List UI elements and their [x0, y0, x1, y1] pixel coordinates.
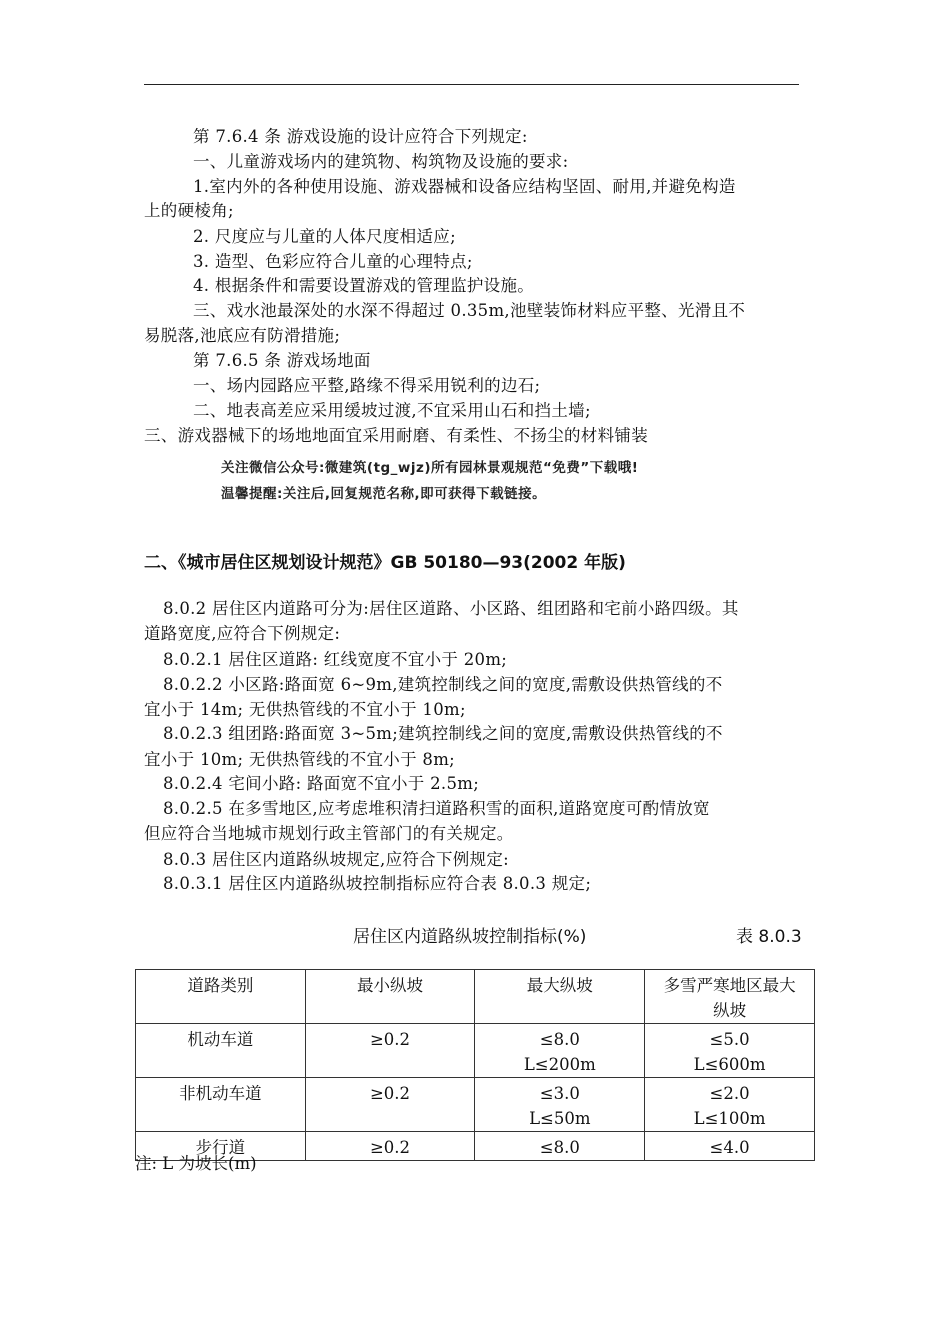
table-row [136, 1078, 815, 1132]
table-cell: ≤4.0 [645, 1132, 815, 1161]
clause-line: 但应符合当地城市规划行政主管部门的有关规定。 [144, 824, 514, 843]
table-header-cell: 最小纵坡 [305, 970, 475, 1024]
clause-line: 8.0.2.4 宅间小路: 路面宽不宜小于 2.5m; [163, 774, 480, 793]
clause-line: 一、场内园路应平整,路缘不得采用锐利的边石; [193, 376, 541, 395]
table-number: 表 8.0.3 [736, 927, 802, 947]
clause-764-title: 第 7.6.4 条 游戏设施的设计应符合下列规定: [193, 127, 528, 146]
clause-line: 4. 根据条件和需要设置游戏的管理监护设施。 [193, 276, 535, 295]
clause-line: 8.0.2.2 小区路:路面宽 6~9m,建筑控制线之间的宽度,需敷设供热管线的不 [163, 675, 723, 694]
clause-line: 宜小于 14m; 无供热管线的不宜小于 10m; [144, 700, 466, 719]
clause-line: 8.0.3 居住区内道路纵坡规定,应符合下例规定: [163, 850, 510, 869]
section-heading: 二、《城市居住区规划设计规范》GB 50180—93(2002 年版) [144, 553, 626, 573]
table-cell: ≥0.2 [305, 1024, 475, 1078]
clause-line: 3. 造型、色彩应符合儿童的心理特点; [193, 252, 473, 271]
cell-value: ≤5.0 [709, 1030, 750, 1049]
table-cell: ≤8.0 [475, 1132, 645, 1161]
promo-line-2: 温馨提醒:关注后,回复规范名称,即可获得下载链接。 [221, 486, 547, 502]
clause-line: 8.0.2.3 组团路:路面宽 3~5m;建筑控制线之间的宽度,需敷设供热管线的不 [163, 724, 723, 743]
table-header-row [136, 970, 815, 1024]
clause-line: 一、儿童游戏场内的建筑物、构筑物及设施的要求: [193, 152, 569, 171]
cell-value: ≤2.0 [709, 1084, 750, 1103]
clause-line: 8.0.3.1 居住区内道路纵坡控制指标应符合表 8.0.3 规定; [163, 874, 592, 893]
cell-limit: L≤200m [523, 1055, 596, 1074]
clause-line: 道路宽度,应符合下例规定: [144, 624, 341, 643]
clause-line: 8.0.2 居住区内道路可分为:居住区道路、小区路、组团路和宅前小路四级。其 [163, 599, 739, 618]
cell-value: ≤8.0 [539, 1030, 580, 1049]
table-header-cell: 多雪严寒地区最大纵坡 [645, 970, 815, 1024]
table-header-cell: 最大纵坡 [475, 970, 645, 1024]
table-header-cell: 道路类别 [136, 970, 306, 1024]
clause-line: 1.室内外的各种使用设施、游戏器械和设备应结构坚固、耐用,并避免构造 [193, 177, 736, 196]
cell-limit: L≤600m [693, 1055, 766, 1074]
clause-line: 易脱落,池底应有防滑措施; [144, 326, 341, 345]
table-cell [475, 1024, 645, 1078]
gradient-table [135, 969, 815, 1161]
clause-line: 2. 尺度应与儿童的人体尺度相适应; [193, 227, 456, 246]
cell-limit: L≤50m [529, 1109, 591, 1128]
clause-line: 8.0.2.1 居住区道路: 红线宽度不宜小于 20m; [163, 650, 508, 669]
clause-line: 宜小于 10m; 无供热管线的不宜小于 8m; [144, 750, 456, 769]
promo-line-1: 关注微信公众号:微建筑(tg_wjz)所有园林景观规范“免费”下载哦! [221, 460, 639, 476]
table-caption: 居住区内道路纵坡控制指标(%) [353, 927, 587, 947]
table-cell: ≥0.2 [305, 1132, 475, 1161]
table-note: 注: L 为坡长(m) [135, 1154, 257, 1173]
clause-765-title: 第 7.6.5 条 游戏场地面 [193, 351, 371, 370]
table-cell: 步行道 [136, 1132, 306, 1161]
clause-line: 三、戏水池最深处的水深不得超过 0.35m,池壁装饰材料应平整、光滑且不 [193, 301, 746, 320]
table-row [136, 1024, 815, 1078]
clause-line: 8.0.2.5 在多雪地区,应考虑堆积清扫道路积雪的面积,道路宽度可酌情放宽 [163, 799, 710, 818]
clause-line: 三、游戏器械下的场地地面宜采用耐磨、有柔性、不扬尘的材料铺装 [144, 426, 648, 445]
table-cell: 机动车道 [136, 1024, 306, 1078]
cell-value: ≤3.0 [539, 1084, 580, 1103]
table-cell [645, 1078, 815, 1132]
table-cell [645, 1024, 815, 1078]
clause-line: 上的硬棱角; [144, 201, 234, 220]
table-cell [475, 1078, 645, 1132]
table-cell: ≥0.2 [305, 1078, 475, 1132]
clause-line: 二、地表高差应采用缓坡过渡,不宜采用山石和挡土墙; [193, 401, 591, 420]
table-cell: 非机动车道 [136, 1078, 306, 1132]
cell-limit: L≤100m [693, 1109, 766, 1128]
header-rule [144, 84, 799, 85]
